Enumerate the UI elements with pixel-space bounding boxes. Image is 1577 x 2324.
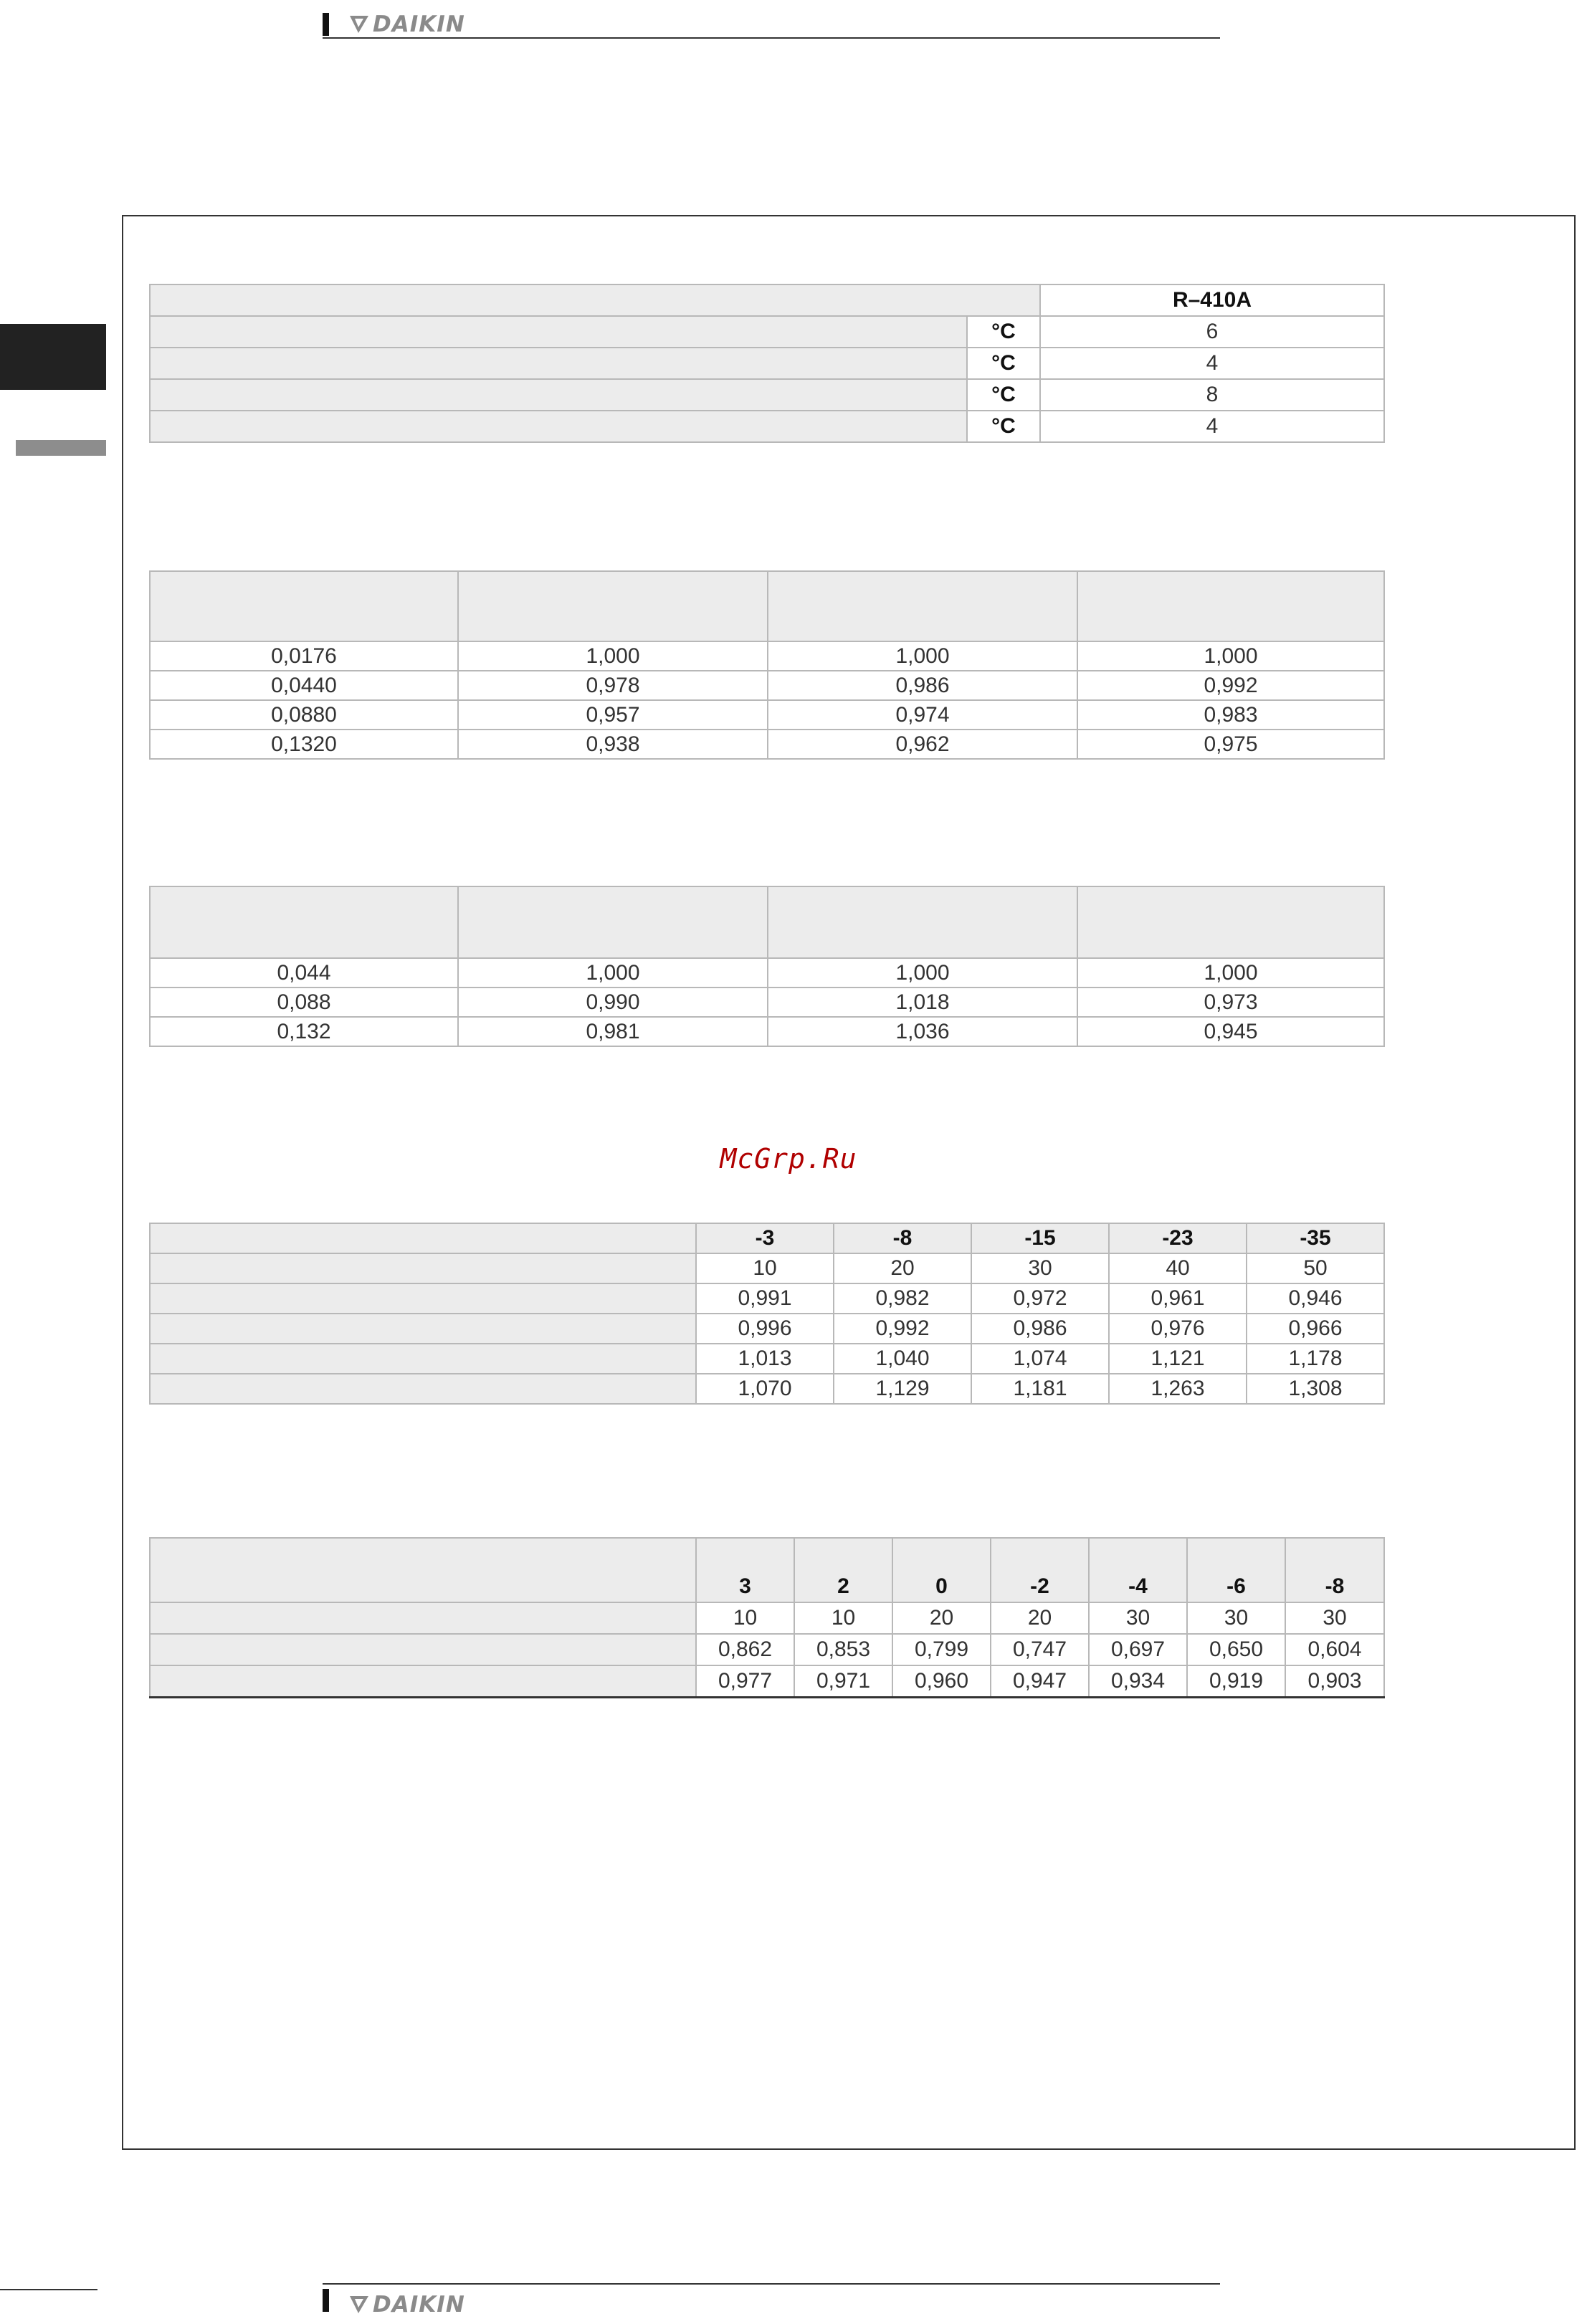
section-tab (16, 440, 106, 456)
table-cell: 1,013 (696, 1344, 834, 1374)
table-cell: 1,000 (768, 958, 1077, 988)
table-cell: 0,946 (1247, 1283, 1384, 1314)
table-cell: 0,919 (1187, 1665, 1285, 1698)
page-header (323, 10, 1220, 39)
table-cell: 0,961 (1109, 1283, 1247, 1314)
daikin-logo-text: DAIKIN (373, 2292, 465, 2318)
capacity-correction-table (149, 1537, 1385, 1698)
unit-cell: °C (967, 348, 1040, 379)
table-row (150, 379, 1384, 411)
table-row (150, 641, 1384, 671)
footer-marker-bar (323, 2289, 329, 2312)
daikin-logo (348, 11, 465, 37)
table-cell: 1,070 (696, 1374, 834, 1404)
refrigerant-header: R–410A (1040, 284, 1384, 316)
table-cell: 1,129 (834, 1374, 971, 1404)
header-cell: -8 (1285, 1538, 1384, 1602)
header-cell: 0 (892, 1538, 991, 1602)
table-cell: 1,036 (768, 1017, 1077, 1046)
unit-cell: °C (967, 379, 1040, 411)
table-cell: 0,971 (794, 1665, 892, 1698)
table-row (150, 1374, 1384, 1404)
value-cell: 4 (1040, 411, 1384, 442)
header-cell: -23 (1109, 1223, 1247, 1253)
header-cell (768, 571, 1077, 641)
table-cell: 0,903 (1285, 1665, 1384, 1698)
table-cell: 0,986 (971, 1314, 1109, 1344)
table-cell: 0,983 (1077, 700, 1384, 730)
table-header-row (150, 571, 1384, 641)
table-cell: 0,132 (150, 1017, 458, 1046)
table-cell: 0,947 (991, 1665, 1089, 1698)
row-label-cell (150, 1314, 696, 1344)
table-cell: 50 (1247, 1253, 1384, 1283)
row-label-cell (150, 1344, 696, 1374)
table-cell: 1,181 (971, 1374, 1109, 1404)
table-cell: 0,978 (458, 671, 768, 700)
correction-factor-table-2 (149, 886, 1385, 1047)
table-cell: 0,986 (768, 671, 1077, 700)
table-header-row (150, 1223, 1384, 1253)
table-cell: 0,044 (150, 958, 458, 988)
header-cell (768, 886, 1077, 958)
table-row (150, 411, 1384, 442)
daikin-logo (348, 2292, 465, 2318)
value-cell: 8 (1040, 379, 1384, 411)
daikin-logo-icon (348, 2295, 370, 2315)
table-cell: 1,000 (1077, 958, 1384, 988)
table-row (150, 958, 1384, 988)
header-cell: -4 (1089, 1538, 1187, 1602)
chapter-tab (0, 324, 106, 390)
unit-cell: °C (967, 316, 1040, 348)
row-label-cell (150, 1374, 696, 1404)
table-cell: 0,088 (150, 988, 458, 1017)
row-label-cell (150, 1223, 696, 1253)
table-cell: 0,697 (1089, 1634, 1187, 1665)
refrigerant-temperature-table (149, 284, 1385, 443)
table-cell: 0,957 (458, 700, 768, 730)
table-row (150, 1665, 1384, 1698)
table-cell: 0,977 (696, 1665, 794, 1698)
table-cell (150, 284, 1040, 316)
row-label-cell (150, 1634, 696, 1665)
header-cell: -15 (971, 1223, 1109, 1253)
table-row (150, 1314, 1384, 1344)
header-cell: -8 (834, 1223, 971, 1253)
header-cell (1077, 886, 1384, 958)
table-header-row (150, 1538, 1384, 1602)
header-cell (1077, 571, 1384, 641)
table-cell: 30 (1187, 1602, 1285, 1634)
table-cell: 0,0176 (150, 641, 458, 671)
table-cell: 0,991 (696, 1283, 834, 1314)
table-cell: 1,018 (768, 988, 1077, 1017)
table-cell: 20 (991, 1602, 1089, 1634)
table-cell: 0,934 (1089, 1665, 1187, 1698)
table-cell: 1,000 (1077, 641, 1384, 671)
header-cell: -3 (696, 1223, 834, 1253)
daikin-logo-text: DAIKIN (373, 11, 465, 37)
header-cell (150, 571, 458, 641)
table-row (150, 1017, 1384, 1046)
page-footer (323, 2283, 1220, 2318)
header-cell (458, 571, 768, 641)
table-cell: 0,966 (1247, 1314, 1384, 1344)
footer-left-rule (0, 2289, 97, 2290)
table-cell: 0,799 (892, 1634, 991, 1665)
table-cell: 1,121 (1109, 1344, 1247, 1374)
header-marker-bar (323, 13, 329, 36)
table-cell (150, 316, 967, 348)
table-cell: 1,000 (768, 641, 1077, 671)
table-cell: 0,981 (458, 1017, 768, 1046)
row-label-cell (150, 1538, 696, 1602)
value-cell: 6 (1040, 316, 1384, 348)
content-frame (122, 215, 1576, 2150)
table-row (150, 988, 1384, 1017)
table-cell: 30 (1089, 1602, 1187, 1634)
table-row (150, 1253, 1384, 1283)
unit-cell: °C (967, 411, 1040, 442)
table-cell: 0,972 (971, 1283, 1109, 1314)
value-cell: 4 (1040, 348, 1384, 379)
header-cell (458, 886, 768, 958)
watermark-text: McGrp.Ru (720, 1143, 857, 1175)
table-row (150, 316, 1384, 348)
table-cell: 0,992 (1077, 671, 1384, 700)
table-cell: 1,040 (834, 1344, 971, 1374)
row-label-cell (150, 1253, 696, 1283)
table-cell: 0,996 (696, 1314, 834, 1344)
table-cell: 0,853 (794, 1634, 892, 1665)
daikin-logo-icon (348, 14, 370, 34)
table-cell: 0,1320 (150, 730, 458, 759)
table-cell: 1,074 (971, 1344, 1109, 1374)
table-cell (150, 348, 967, 379)
table-row (150, 700, 1384, 730)
table-cell: 1,178 (1247, 1344, 1384, 1374)
table-cell: 1,308 (1247, 1374, 1384, 1404)
table-cell: 0,975 (1077, 730, 1384, 759)
table-cell: 1,263 (1109, 1374, 1247, 1404)
table-cell: 0,982 (834, 1283, 971, 1314)
table-cell: 10 (696, 1253, 834, 1283)
table-cell: 0,962 (768, 730, 1077, 759)
table-row (150, 1283, 1384, 1314)
table-cell: 20 (892, 1602, 991, 1634)
table-cell: 30 (971, 1253, 1109, 1283)
table-cell: 10 (794, 1602, 892, 1634)
table-row (150, 671, 1384, 700)
table-row (150, 730, 1384, 759)
table-cell: 0,960 (892, 1665, 991, 1698)
header-cell: -2 (991, 1538, 1089, 1602)
table-row (150, 1634, 1384, 1665)
table-cell: 0,0440 (150, 671, 458, 700)
table-cell: 0,990 (458, 988, 768, 1017)
table-row (150, 1344, 1384, 1374)
table-row (150, 348, 1384, 379)
table-cell: 0,976 (1109, 1314, 1247, 1344)
table-header-row (150, 886, 1384, 958)
correction-factor-table-1 (149, 570, 1385, 760)
header-cell: -6 (1187, 1538, 1285, 1602)
table-cell: 40 (1109, 1253, 1247, 1283)
table-cell (150, 411, 967, 442)
table-cell: 1,000 (458, 958, 768, 988)
table-cell: 30 (1285, 1602, 1384, 1634)
row-label-cell (150, 1665, 696, 1698)
row-label-cell (150, 1283, 696, 1314)
table-cell: 0,992 (834, 1314, 971, 1344)
table-cell: 0,974 (768, 700, 1077, 730)
table-cell: 20 (834, 1253, 971, 1283)
table-cell: 0,650 (1187, 1634, 1285, 1665)
table-cell: 0,973 (1077, 988, 1384, 1017)
table-cell: 0,862 (696, 1634, 794, 1665)
table-cell: 0,945 (1077, 1017, 1384, 1046)
table-cell: 0,0880 (150, 700, 458, 730)
header-cell: 3 (696, 1538, 794, 1602)
header-cell (150, 886, 458, 958)
table-cell: 1,000 (458, 641, 768, 671)
table-row (150, 284, 1384, 316)
header-cell: -35 (1247, 1223, 1384, 1253)
table-cell: 10 (696, 1602, 794, 1634)
header-cell: 2 (794, 1538, 892, 1602)
table-cell (150, 379, 967, 411)
table-row (150, 1602, 1384, 1634)
temperature-correction-table (149, 1223, 1385, 1405)
table-cell: 0,747 (991, 1634, 1089, 1665)
row-label-cell (150, 1602, 696, 1634)
table-cell: 0,604 (1285, 1634, 1384, 1665)
table-cell: 0,938 (458, 730, 768, 759)
